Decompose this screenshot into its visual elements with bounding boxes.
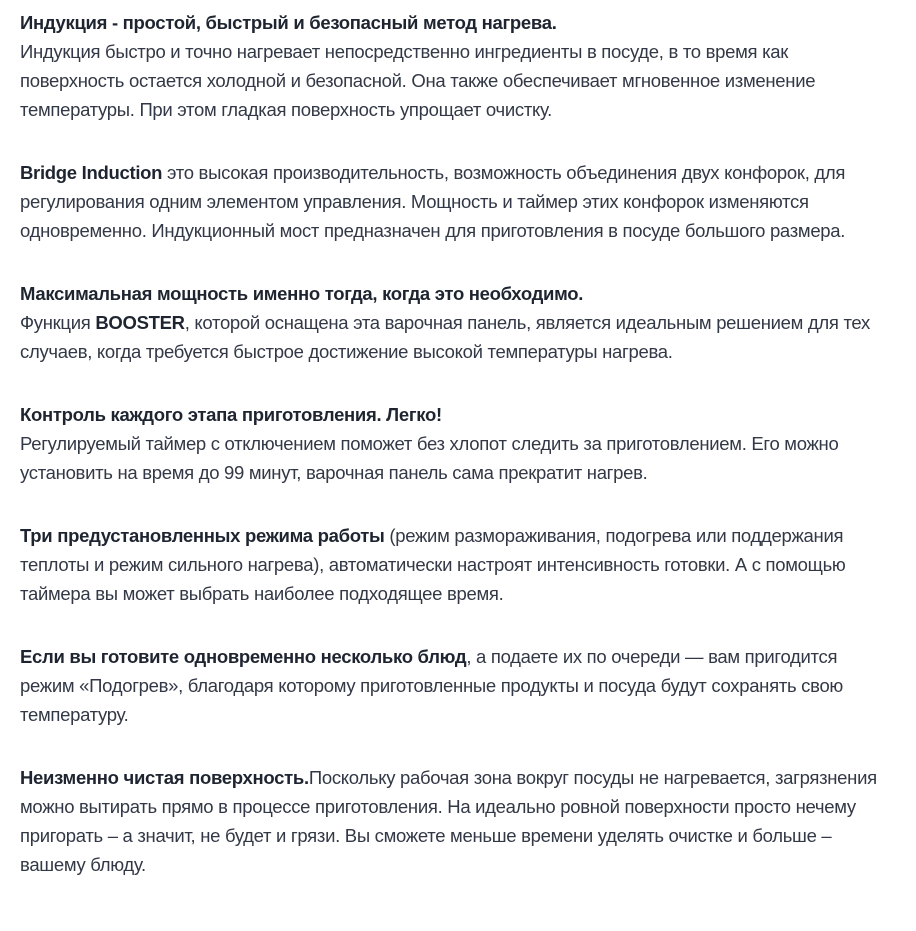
section-body-text: , которой оснащена эта варочная панель, является идеальным решением для тех случаев, когда требуется быстрое достижение высокой температуры нагрева. xyxy=(20,312,870,362)
section-body-text: Индукция быстро и точно нагревает непосредственно ингредиенты в посуде, в то время как поверхность остается холодной и безопасной. Она также обеспечивает мгновенное изменение температуры. При этом гладкая поверхность упрощает очистку. xyxy=(20,41,816,120)
section-booster xyxy=(20,279,894,366)
section-lead-bold: Если вы готовите одновременно несколько блюд xyxy=(20,646,467,667)
section-body-text: , а подаете их по очереди — вам пригодится режим «Подогрев», благодаря которому приготовленные продукты и посуда будут сохранять свою температуру. xyxy=(20,646,844,725)
booster-bold-term: BOOSTER xyxy=(95,312,185,333)
section-lead-bold: Bridge Induction xyxy=(20,162,163,183)
section-heading: Индукция - простой, быстрый и безопасный метод нагрева. xyxy=(20,12,557,33)
section-body-text: Функция xyxy=(20,312,96,333)
section-body-text: Поскольку рабочая зона вокруг посуды не нагревается, загрязнения можно вытирать прямо в процессе приготовления. На идеально ровной поверхности просто нечему пригорать – а значит, не будет и грязи. Вы сможете меньше времени уделять очистке и больше – вашему блюду. xyxy=(20,767,877,875)
section-warming-mode xyxy=(20,642,894,729)
section-timer-control xyxy=(20,400,894,487)
section-induction-intro xyxy=(20,8,894,124)
section-heading: Максимальная мощность именно тогда, когда это необходимо. xyxy=(20,283,584,304)
section-lead-bold: Три предустановленных режима работы xyxy=(20,525,385,546)
section-clean-surface xyxy=(20,763,894,879)
section-lead-bold: Неизменно чистая поверхность. xyxy=(20,767,309,788)
section-body-text: это высокая производительность, возможность объединения двух конфорок, для регулирования одним элементом управления. Мощность и таймер этих конфорок изменяются одновременно. Индукционный мост предназначен для приготовления в посуде большого размера. xyxy=(20,162,846,241)
section-body-text: Регулируемый таймер с отключением поможет без хлопот следить за приготовлением. Его можно установить на время до 99 минут, варочная панель сама прекратит нагрев. xyxy=(20,433,839,483)
section-preset-modes xyxy=(20,521,894,608)
section-heading: Контроль каждого этапа приготовления. Легко! xyxy=(20,404,442,425)
section-body-text: (режим размораживания, подогрева или поддержания теплоты и режим сильного нагрева), автоматически настроят интенсивность готовки. А с помощью таймера вы может выбрать наиболее подходящее время. xyxy=(20,525,846,604)
section-bridge-induction xyxy=(20,158,894,245)
